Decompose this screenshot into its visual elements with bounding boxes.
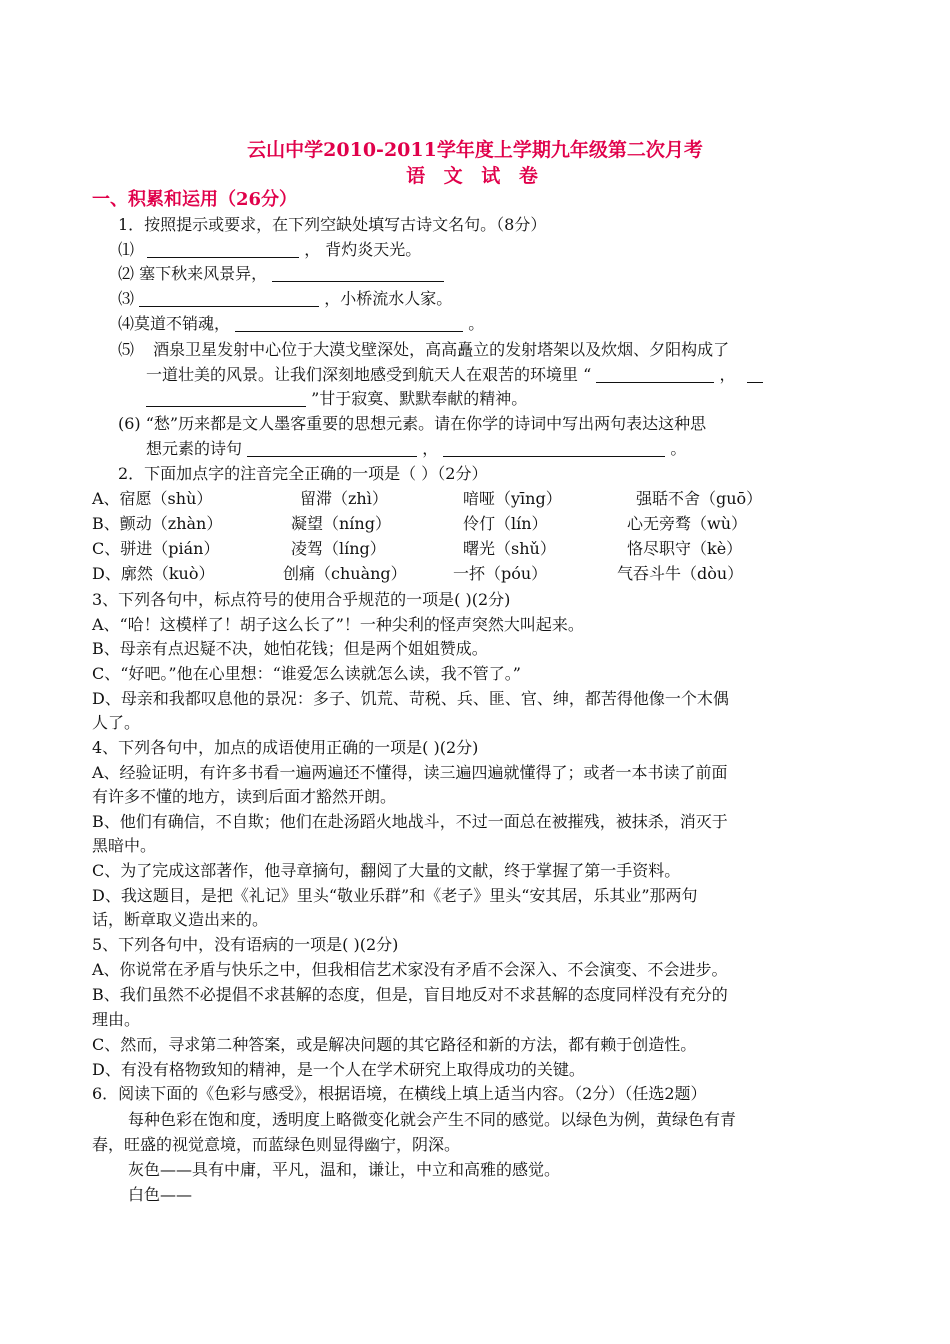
q1-item-4-text: ⑷莫道不销魂，	[118, 314, 231, 333]
comma: ，	[719, 365, 736, 384]
q4-stem: 4、下列各句中，加点的成语使用正确的一项是( )(2分)	[92, 738, 479, 757]
q1-item-6-line-1: (6) “愁”历来都是文人墨客重要的思想元素。请在你学的诗词中写出两句表达这种思	[118, 414, 707, 433]
q2-option-c-3: 曙光（shǔ）	[463, 539, 556, 558]
q3-option-c: C、“好吧。”他在心里想：“谁爱怎么读就怎么读，我不管了。”	[92, 664, 521, 683]
q4-option-a-line-1: A、经验证明，有许多书看一遍两遍还不懂得，读三遍四遍就懂得了；或者一本书读了前面	[92, 763, 728, 782]
q3-option-d-line-2: 人了。	[92, 713, 141, 732]
answer-blank[interactable]	[146, 390, 306, 407]
q4-option-a-line-2: 有许多不懂的地方，读到后面才豁然开朗。	[92, 787, 397, 806]
answer-blank[interactable]	[443, 440, 665, 457]
answer-blank[interactable]	[139, 290, 319, 307]
q1-item-4	[118, 312, 484, 336]
q1-item-1	[118, 238, 421, 262]
q1-item-6-text: 想元素的诗句	[146, 439, 243, 458]
q6-gray-line: 灰色——具有中庸，平凡，温和，谦让，中立和高雅的感觉。	[128, 1160, 561, 1179]
period: 。	[670, 439, 687, 458]
q5-stem: 5、下列各句中，没有语病的一项是( )(2分)	[92, 935, 399, 954]
q1-item-3-text: ，小桥流水人家。	[324, 289, 453, 308]
answer-blank[interactable]	[272, 265, 444, 282]
q1-item-4-end: 。	[468, 314, 485, 333]
answer-blank[interactable]	[596, 366, 714, 383]
q1-item-2-text: ⑵ 塞下秋来风景异，	[118, 264, 268, 283]
q2-option-d-1: D、廓然（kuò）	[92, 564, 215, 583]
q5-option-a: A、你说常在矛盾与快乐之中，但我相信艺术家没有矛盾不会深入、不会演变、不会进步。	[92, 960, 728, 979]
q5-option-c: C、然而，寻求第二种答案，或是解决问题的其它路径和新的方法，都有赖于创造性。	[92, 1035, 697, 1054]
q5-option-b-line-1: B、我们虽然不必提倡不求甚解的态度，但是，盲目地反对不求甚解的态度同样没有充分的	[92, 985, 728, 1004]
q3-stem: 3、下列各句中，标点符号的使用合乎规范的一项是( )(2分)	[92, 590, 511, 609]
q1-item-5-line-2	[146, 363, 763, 387]
section-heading: 一、积累和运用（26分）	[92, 189, 298, 210]
q6-stem: 6．阅读下面的《色彩与感受》，根据语境，在横线上填上适当内容。（2分）（任选2题）	[92, 1084, 707, 1103]
q2-option-b-3: 伶仃（lín）	[463, 514, 548, 533]
q1-item-6-line-2	[146, 437, 686, 461]
answer-blank[interactable]	[247, 440, 417, 457]
exam-subtitle: 语 文 试 卷	[406, 165, 544, 187]
q4-option-c: C、为了完成这部著作，他寻章摘句，翻阅了大量的文献，终于掌握了第一手资料。	[92, 861, 681, 880]
q5-option-b-line-2: 理由。	[92, 1010, 141, 1029]
q1-item-3	[118, 287, 452, 311]
q2-option-b-1: B、颤动（zhàn）	[92, 514, 223, 533]
q4-option-d-line-2: 话，断章取义造出来的。	[92, 910, 269, 929]
q2-option-c-4: 恪尽职守（kè）	[627, 539, 743, 558]
q2-option-a-2: 留滞（zhì）	[300, 489, 388, 508]
answer-blank[interactable]	[235, 315, 463, 332]
exam-title: 云山中学2010-2011学年度上学期九年级第二次月考	[247, 139, 703, 161]
q2-option-d-3: 一抔（póu）	[453, 564, 548, 583]
q2-option-a-4: 强聒不舍（guō）	[636, 489, 763, 508]
q1-item-5-number: ⑸	[118, 340, 135, 359]
q1-item-1-number: ⑴	[118, 240, 135, 259]
q3-option-d-line-1: D、母亲和我都叹息他的景况：多子、饥荒、苛税、兵、匪、官、绅，都苦得他像一个木偶	[92, 689, 729, 708]
q3-option-a: A、“哈！这模样了！胡子这么长了”！一种尖利的怪声突然大叫起来。	[92, 615, 584, 634]
q2-stem: 2．下面加点字的注音完全正确的一项是（ ）（2分）	[118, 464, 488, 483]
answer-blank[interactable]	[147, 241, 299, 258]
q2-option-a-1: A、宿愿（shù）	[92, 489, 213, 508]
q1-item-3-number: ⑶	[118, 289, 135, 308]
comma: ，	[422, 439, 439, 458]
q1-item-5-text-3: ”甘于寂寞、默默奉献的精神。	[311, 389, 528, 408]
q1-item-5-line-3	[146, 387, 527, 411]
q3-option-b: B、母亲有点迟疑不决，她怕花钱；但是两个姐姐赞成。	[92, 639, 488, 658]
q4-option-b-line-2: 黑暗中。	[92, 836, 157, 855]
q1-item-5-text: 酒泉卫星发射中心位于大漠戈壁深处，高高矗立的发射塔架以及炊烟、夕阳构成了	[153, 340, 730, 359]
q4-option-b-line-1: B、他们有确信，不自欺；他们在赴汤蹈火地战斗，不过一面总在被摧残，被抹杀，消灭于	[92, 812, 728, 831]
answer-blank[interactable]	[747, 366, 763, 383]
q2-option-b-2: 凝望（níng）	[291, 514, 391, 533]
q6-white-line: 白色——	[128, 1185, 193, 1204]
q1-item-1-text: ， 背灼炎天光。	[304, 240, 422, 259]
q1-stem: 1．按照提示或要求，在下列空缺处填写古诗文名句。（8分）	[118, 215, 547, 234]
q1-item-2	[118, 262, 444, 286]
q2-option-c-2: 凌驾（líng）	[291, 539, 386, 558]
q6-passage-line-2: 春，旺盛的视觉意境，而蓝绿色则显得幽宁，阴深。	[92, 1135, 461, 1154]
q2-option-a-3: 喑哑（yīng）	[463, 489, 562, 508]
q2-option-c-1: C、骈进（pián）	[92, 539, 220, 558]
q1-item-5-line-1	[118, 338, 729, 362]
q2-option-d-4: 气吞斗牛（dòu）	[617, 564, 744, 583]
q5-option-d: D、有没有格物致知的精神，是一个人在学术研究上取得成功的关键。	[92, 1060, 585, 1079]
q2-option-b-4: 心无旁骛（wù）	[627, 514, 748, 533]
q1-item-5-text-2: 一道壮美的风景。让我们深刻地感受到航天人在艰苦的环境里 “	[146, 365, 592, 384]
q2-option-d-2: 创痛（chuàng）	[283, 564, 407, 583]
q6-passage-line-1: 每种色彩在饱和度，透明度上略微变化就会产生不同的感觉。以绿色为例，黄绿色有青	[128, 1110, 737, 1129]
q4-option-d-line-1: D、我这题目，是把《礼记》里头“敬业乐群”和《老子》里头“安其居，乐其业”那两句	[92, 886, 698, 905]
